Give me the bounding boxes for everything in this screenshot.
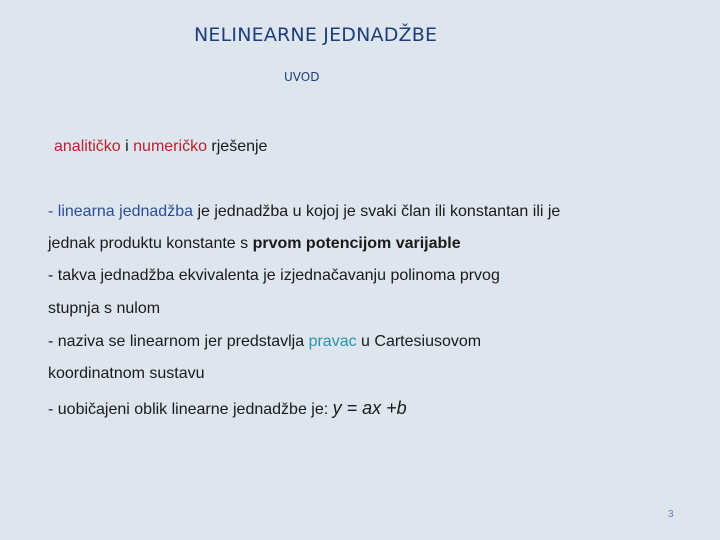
p4-text: - uobičajeni oblik linearne jednadžbe je: <box>48 401 333 418</box>
term-linearna-jednadzba: - linearna jednadžba <box>48 203 193 220</box>
p3-before: - naziva se linearnom jer predstavlja <box>48 333 309 350</box>
page-number: 3 <box>668 509 674 520</box>
p3-after: u Cartesiusovom <box>356 333 482 350</box>
paragraph-4 <box>48 398 407 419</box>
intro-rjesenje: rješenje <box>206 138 268 155</box>
intro-i: i <box>120 138 134 155</box>
paragraph-3-line-2: koordinatnom sustavu <box>48 365 205 382</box>
slide-title: NELINEARNE JEDNADŽBE <box>194 24 438 46</box>
p1b-bold: prvom potencijom varijable <box>252 235 461 252</box>
formula: y = ax +b <box>332 398 407 418</box>
paragraph-2-line-2: stupnja s nulom <box>48 300 161 317</box>
p1-rest: je jednadžba u kojoj je svaki član ili konstantan ili je <box>193 203 561 220</box>
term-pravac: pravac <box>308 333 357 350</box>
p1b-text: jednak produktu konstante s <box>48 235 253 252</box>
paragraph-1-line-1 <box>48 203 560 221</box>
intro-numericko: numeričko <box>133 138 207 155</box>
intro-analiticko: analitičko <box>54 138 121 155</box>
intro-line <box>54 138 267 156</box>
paragraph-3-line-1 <box>48 333 481 351</box>
slide-subtitle: UVOD <box>284 70 320 84</box>
paragraph-1-line-2 <box>48 235 461 253</box>
paragraph-2-line-1: - takva jednadžba ekvivalenta je izjednačavanju polinoma prvog <box>48 267 500 284</box>
